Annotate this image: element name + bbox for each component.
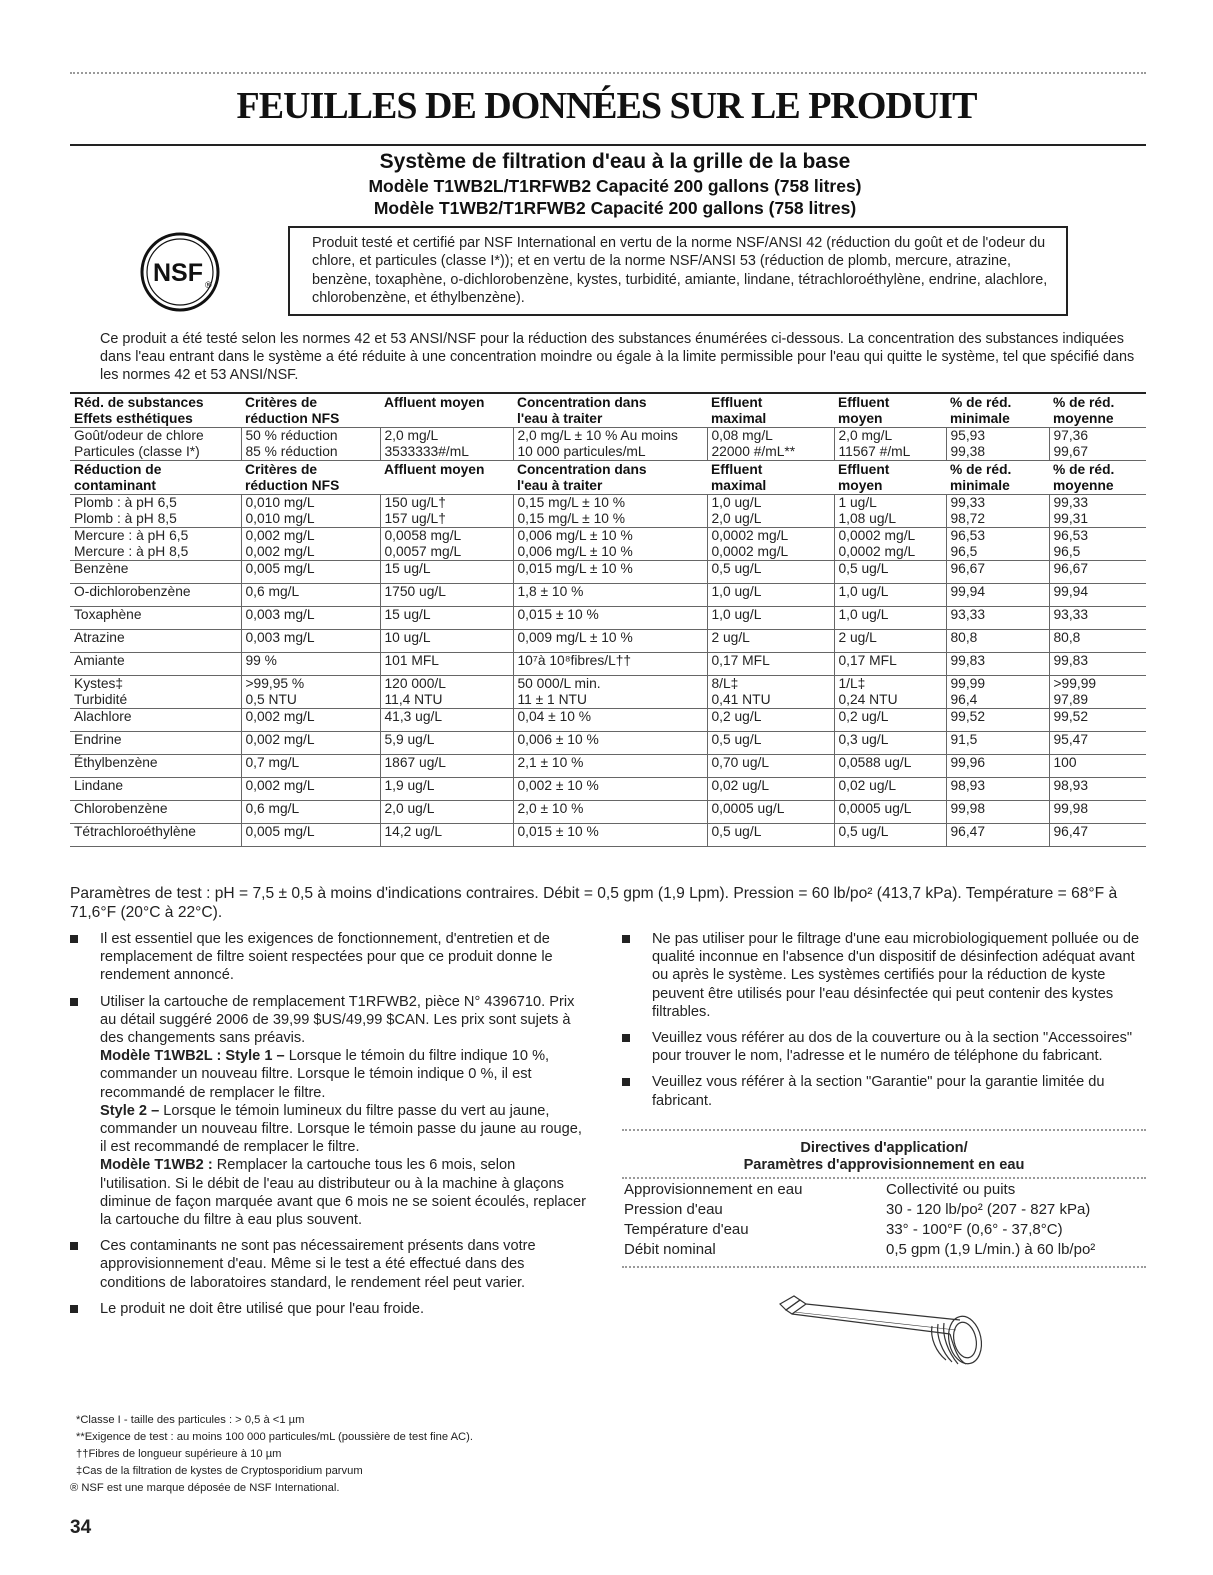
table-cell: 1750 ug/L (380, 584, 513, 607)
column-header: % de réd. minimale (946, 393, 1049, 428)
table-cell: Lindane (70, 778, 241, 801)
title-rule (70, 144, 1146, 146)
table-cell: 0,04 ± 10 % (513, 709, 707, 732)
bullet-icon (70, 1242, 78, 1250)
table-cell: 0,006 ± 10 % (513, 732, 707, 755)
bullet-icon (622, 1078, 630, 1086)
table-cell: 1,0 ug/L (707, 607, 834, 630)
footnote: ® NSF est une marque déposée de NSF International. (70, 1482, 340, 1494)
table-cell: 0,002 mg/L (241, 732, 380, 755)
table-cell: >99,99 97,89 (1049, 676, 1146, 709)
table-cell: 2,0 mg/L 3533333#/mL (380, 428, 513, 461)
table-cell: 2,1 ± 10 % (513, 755, 707, 778)
column-header: Effluent maximal (707, 461, 834, 495)
list-item: Ces contaminants ne sont pas nécessairement présents dans votre approvisionnement d'eau. Même si le test a été effectué dans des conditions de laboratoires standard, le rendement réel peut varier. (70, 1237, 588, 1292)
intro-paragraph: Ce produit a été testé selon les normes 42 et 53 ANSI/NSF pour la réduction des substances énumérées ci-dessous. La concentration des substances indiquées dans l'eau entrant dans le système a été réduite à une concentration moindre ou égale à la limite permissible pour l'eau qui quitte le système, tel que spécifié dans les normes 42 et 53 ANSI/NSF. (100, 331, 1135, 383)
column-header: % de réd. moyenne (1049, 393, 1146, 428)
footnote: ††Fibres de longueur supérieure à 10 µm (76, 1448, 282, 1460)
table-cell: 1 ug/L 1,08 ug/L (834, 495, 946, 528)
left-column (70, 930, 588, 1326)
footnotes (70, 1412, 473, 1497)
table-cell: 99,98 (1049, 801, 1146, 824)
table-cell: 2,0 ug/L (380, 801, 513, 824)
directives-bottom-rule (622, 1266, 1146, 1268)
table-cell: 0,02 ug/L (834, 778, 946, 801)
table-cell: 0,0002 mg/L 0,0002 mg/L (707, 528, 834, 561)
table-cell: 14,2 ug/L (380, 824, 513, 847)
table-row (70, 778, 1146, 801)
table-row (70, 824, 1146, 847)
table-row (70, 755, 1146, 778)
table-cell: 0,005 mg/L (241, 824, 380, 847)
nsf-logo-icon (138, 230, 222, 314)
list-item: Le produit ne doit être utilisé que pour l'eau froide. (70, 1300, 588, 1318)
table-cell: Mercure : à pH 6,5 Mercure : à pH 8,5 (70, 528, 241, 561)
table-cell: 15 ug/L (380, 607, 513, 630)
table-cell: 0,5 ug/L (707, 824, 834, 847)
directives-title-1: Directives d'application/ (800, 1140, 968, 1156)
table-cell: 96,53 96,5 (946, 528, 1049, 561)
table-cell: 0,70 ug/L (707, 755, 834, 778)
table-cell: 93,33 (946, 607, 1049, 630)
table-cell: 80,8 (946, 630, 1049, 653)
table-cell: 1,0 ug/L 2,0 ug/L (707, 495, 834, 528)
table-cell: 98,93 (946, 778, 1049, 801)
table-cell: 100 (1049, 755, 1146, 778)
table-cell: 0,02 ug/L (707, 778, 834, 801)
directive-value: Collectivité ou puits (886, 1181, 1016, 1198)
page-title: FEUILLES DE DONNÉES SUR LE PRODUIT (236, 85, 977, 127)
table-cell: 99,99 96,4 (946, 676, 1049, 709)
list-item: Ne pas utiliser pour le filtrage d'une eau microbiologiquement polluée ou de qualité inconnue en l'absence d'un dispositif de désinfection adéquat avant ou après le système. Les systèmes certifiés pour la réduction de kyste peuvent être utilisés pour l'eau désinfectée qui peut contenir des kystes filtrables. (622, 930, 1146, 1021)
table-cell: 99,94 (946, 584, 1049, 607)
table-cell: Endrine (70, 732, 241, 755)
directive-label: Approvisionnement en eau (624, 1181, 803, 1198)
table-cell: 99,83 (946, 653, 1049, 676)
footnote: ‡Cas de la filtration de kystes de Cryptosporidium parvum (76, 1465, 363, 1477)
table-cell: Éthylbenzène (70, 755, 241, 778)
list-item: Veuillez vous référer à la section "Garantie" pour la garantie limitée du fabricant. (622, 1073, 1146, 1109)
table-row (70, 528, 1146, 561)
section-subtitle: Système de filtration d'eau à la grille de la base (379, 150, 851, 173)
table-cell: 0,0005 ug/L (834, 801, 946, 824)
table-cell: 0,002 mg/L (241, 778, 380, 801)
table-cell: 96,67 (946, 561, 1049, 584)
table-cell: 2,0 mg/L ± 10 % Au moins 10 000 particules/mL (513, 428, 707, 461)
table-cell: 50 % réduction 85 % réduction (241, 428, 380, 461)
table-cell: 0,17 MFL (707, 653, 834, 676)
table-cell: 0,6 mg/L (241, 801, 380, 824)
table-cell: 50 000/L min. 11 ± 1 NTU (513, 676, 707, 709)
model-line-1: Modèle T1WB2L/T1RFWB2 Capacité 200 gallons (758 litres) (368, 176, 862, 196)
table-cell: 95,47 (1049, 732, 1146, 755)
column-header: Affluent moyen (380, 393, 513, 428)
table-cell: 1,0 ug/L (834, 607, 946, 630)
table-row (70, 653, 1146, 676)
table-cell: Amiante (70, 653, 241, 676)
page-number: 34 (70, 1517, 92, 1538)
column-header: Affluent moyen (380, 461, 513, 495)
directives-table (622, 1180, 1146, 1260)
table-cell: 1,0 ug/L (707, 584, 834, 607)
table-row (70, 709, 1146, 732)
table-cell: 96,47 (946, 824, 1049, 847)
column-header: Réd. de substances Effets esthétiques (70, 393, 241, 428)
top-dotted-rule (70, 72, 1146, 74)
bullet-icon (70, 935, 78, 943)
table-cell: 0,015 mg/L ± 10 % (513, 561, 707, 584)
table-cell: 0,015 ± 10 % (513, 824, 707, 847)
table-cell: 99,33 99,31 (1049, 495, 1146, 528)
table-cell: >99,95 % 0,5 NTU (241, 676, 380, 709)
table-cell: 98,93 (1049, 778, 1146, 801)
directives-row (622, 1200, 1146, 1220)
table-cell: 0,009 mg/L ± 10 % (513, 630, 707, 653)
table-cell: 99,94 (1049, 584, 1146, 607)
table-cell: 1/L‡ 0,24 NTU (834, 676, 946, 709)
bullet-icon (70, 1305, 78, 1313)
table-row (70, 801, 1146, 824)
column-header: Concentration dans l'eau à traiter (513, 461, 707, 495)
table-cell: 2 ug/L (834, 630, 946, 653)
column-header: Effluent maximal (707, 393, 834, 428)
table-row (70, 428, 1146, 461)
directives-title-2: Paramètres d'approvisionnement en eau (743, 1157, 1025, 1173)
table-cell: Plomb : à pH 6,5 Plomb : à pH 8,5 (70, 495, 241, 528)
footnote: **Exigence de test : au moins 100 000 particules/mL (poussière de test fine AC). (76, 1431, 473, 1443)
table-cell: 0,2 ug/L (834, 709, 946, 732)
column-header: Effluent moyen (834, 461, 946, 495)
column-header: Concentration dans l'eau à traiter (513, 393, 707, 428)
performance-data-table (70, 392, 1146, 847)
table-row (70, 584, 1146, 607)
table-cell: 0,006 mg/L ± 10 % 0,006 mg/L ± 10 % (513, 528, 707, 561)
svg-text:®: ® (205, 280, 212, 290)
directive-label: Température d'eau (624, 1221, 749, 1238)
table-row (70, 495, 1146, 528)
table-cell: 8/L‡ 0,41 NTU (707, 676, 834, 709)
table-row (70, 561, 1146, 584)
table-cell: 80,8 (1049, 630, 1146, 653)
table-cell: 1,9 ug/L (380, 778, 513, 801)
table-cell: 0,003 mg/L (241, 607, 380, 630)
table-cell: Toxaphène (70, 607, 241, 630)
table-cell: 0,002 ± 10 % (513, 778, 707, 801)
table-cell: 0,15 mg/L ± 10 % 0,15 mg/L ± 10 % (513, 495, 707, 528)
table-cell: 0,6 mg/L (241, 584, 380, 607)
table-cell: 96,67 (1049, 561, 1146, 584)
table-cell: 99 % (241, 653, 380, 676)
table-cell: Atrazine (70, 630, 241, 653)
table-cell: 0,7 mg/L (241, 755, 380, 778)
test-parameters: Paramètres de test : pH = 7,5 ± 0,5 à moins d'indications contraires. Débit = 0,5 gpm (1,9 Lpm). Pression = 60 lb/po² (413,7 kPa). Température = 68°F à 71,6°F (20°C à 22°C). (70, 885, 1118, 921)
directive-label: Débit nominal (624, 1241, 716, 1258)
directives-row (622, 1220, 1146, 1240)
table-cell: 0,5 ug/L (834, 561, 946, 584)
table-cell: O-dichlorobenzène (70, 584, 241, 607)
model-t1wb2-note: Modèle T1WB2 : Remplacer la cartouche tous les 6 mois, selon l'utilisation. Si le débit de l'eau au distributeur ou à la machine à glaçons diminue de façon marquée avant que 6 mois ne se soient écoulés, replacer la cartouche du filtre à eau plus souvent. (100, 1157, 586, 1229)
right-column (622, 930, 1146, 1118)
directive-label: Pression d'eau (624, 1201, 723, 1218)
directives-row (622, 1180, 1146, 1200)
footnote: *Classe I - taille des particules : > 0,5 à <1 µm (76, 1414, 305, 1426)
column-header: % de réd. moyenne (1049, 461, 1146, 495)
style-2-note: Style 2 – Lorsque le témoin lumineux du filtre passe du vert au jaune, commander un nouveau filtre. Lorsque le témoin passe du jaune au rouge, il est recommandé de remplacer le filtre. (100, 1102, 582, 1156)
table-cell: 2 ug/L (707, 630, 834, 653)
table-cell: 10⁷à 10⁸fibres/L†† (513, 653, 707, 676)
table-row (70, 732, 1146, 755)
table-cell: 101 MFL (380, 653, 513, 676)
list-item: Utiliser la cartouche de remplacement T1RFWB2, pièce N° 4396710. Prix au détail suggéré 2006 de 39,99 $US/49,99 $CAN. Les prix sont sujets à des changements sans préavis. Modèle T1WB2L : Style 1 – Lorsque le témoin du filtre indique 10 %, commander un nouveau filtre. Lorsque le témoin indique 0 %, il est recommandé de remplacer le filtre. Style 2 – Lorsque le témoin lumineux du filtre passe du vert au jaune, commander un nouveau filtre. Lorsque le témoin passe du jaune au rouge, il est recommandé de remplacer le filtre. Modèle T1WB2 : Remplacer la cartouche tous les 6 mois, selon l'utilisation. Si le débit de l'eau au distributeur ou à la machine à glaçons diminue de façon marquée avant que 6 mois ne se soient écoulés, replacer la cartouche du filtre à eau plus souvent. (70, 993, 588, 1230)
table-header-row (70, 393, 1146, 428)
column-header: Réduction de contaminant (70, 461, 241, 495)
directives-header-rule (622, 1177, 1146, 1179)
table-cell: 0,002 mg/L 0,002 mg/L (241, 528, 380, 561)
table-cell: 5,9 ug/L (380, 732, 513, 755)
table-cell: Kystes‡ Turbidité (70, 676, 241, 709)
directives-row (622, 1240, 1146, 1260)
table-cell: 15 ug/L (380, 561, 513, 584)
table-cell: 0,0588 ug/L (834, 755, 946, 778)
table-cell: 0,0002 mg/L 0,0002 mg/L (834, 528, 946, 561)
table-cell: Benzène (70, 561, 241, 584)
table-cell: 0,3 ug/L (834, 732, 946, 755)
table-row (70, 630, 1146, 653)
table-cell: Chlorobenzène (70, 801, 241, 824)
nsf-logo-text: NSF (153, 259, 203, 287)
table-cell: 93,33 (1049, 607, 1146, 630)
table-cell: 0,0005 ug/L (707, 801, 834, 824)
table-cell: 120 000/L 11,4 NTU (380, 676, 513, 709)
column-header: Critères de réduction NFS (241, 461, 380, 495)
bullet-icon (622, 1034, 630, 1042)
table-cell: 99,52 (1049, 709, 1146, 732)
table-cell: 99,33 98,72 (946, 495, 1049, 528)
table-cell: 10 ug/L (380, 630, 513, 653)
table-cell: 2,0 mg/L 11567 #/mL (834, 428, 946, 461)
bullet-icon (70, 998, 78, 1006)
bullet-icon (622, 935, 630, 943)
table-cell: 0,5 ug/L (834, 824, 946, 847)
table-cell: 41,3 ug/L (380, 709, 513, 732)
column-header: % de réd. minimale (946, 461, 1049, 495)
table-cell: 1,0 ug/L (834, 584, 946, 607)
table-cell: 1867 ug/L (380, 755, 513, 778)
table-cell: 0,005 mg/L (241, 561, 380, 584)
table-row (70, 676, 1146, 709)
table-cell: 2,0 ± 10 % (513, 801, 707, 824)
certification-box: Produit testé et certifié par NSF International en vertu de la norme NSF/ANSI 42 (réduction du goût et de l'odeur du chlore, et particules (classe I*)); et en vertu de la norme NSF/ANSI 53 (réduction de plomb, mercure, atrazine, benzène, toxaphène, o-dichlorobenzène, kystes, turbidité, amiante, lindane, tétrachloroéthylène, endrine, alachlore, chlorobenzène, et éthylbenzène). (288, 226, 1068, 316)
directives-top-rule (622, 1129, 1146, 1131)
table-header-row (70, 461, 1146, 495)
table-cell: Alachlore (70, 709, 241, 732)
table-cell: 0,015 ± 10 % (513, 607, 707, 630)
list-item: Il est essentiel que les exigences de fonctionnement, d'entretien et de remplacement de filtre soient respectées pour que ce produit donne le rendement annoncé. (70, 930, 588, 985)
table-cell: 99,98 (946, 801, 1049, 824)
table-cell: 0,5 ug/L (707, 732, 834, 755)
table-cell: 0,0058 mg/L 0,0057 mg/L (380, 528, 513, 561)
table-row (70, 607, 1146, 630)
column-header: Critères de réduction NFS (241, 393, 380, 428)
model-t1wb2l-note: Modèle T1WB2L : Style 1 – Lorsque le témoin du filtre indique 10 %, commander un nouveau filtre. Lorsque le témoin indique 0 %, il est recommandé de remplacer le filtre. (100, 1048, 550, 1101)
table-cell: Goût/odeur de chlore Particules (classe I*) (70, 428, 241, 461)
table-cell: 96,53 96,5 (1049, 528, 1146, 561)
table-cell: 1,8 ± 10 % (513, 584, 707, 607)
list-item: Veuillez vous référer au dos de la couverture ou à la section "Accessoires" pour trouver le nom, l'adresse et le numéro de téléphone du fabricant. (622, 1029, 1146, 1065)
table-cell: 99,83 (1049, 653, 1146, 676)
directive-value: 30 - 120 lb/po² (207 - 827 kPa) (886, 1201, 1091, 1218)
table-cell: 0,2 ug/L (707, 709, 834, 732)
table-cell: 99,96 (946, 755, 1049, 778)
water-filter-cartridge-illustration (760, 1290, 990, 1370)
table-cell: 0,003 mg/L (241, 630, 380, 653)
table-cell: 99,52 (946, 709, 1049, 732)
table-cell: 0,5 ug/L (707, 561, 834, 584)
table-cell: Tétrachloroéthylène (70, 824, 241, 847)
table-cell: 91,5 (946, 732, 1049, 755)
table-cell: 97,36 99,67 (1049, 428, 1146, 461)
table-cell: 96,47 (1049, 824, 1146, 847)
directive-value: 0,5 gpm (1,9 L/min.) à 60 lb/po² (886, 1241, 1096, 1258)
table-cell: 0,002 mg/L (241, 709, 380, 732)
table-cell: 95,93 99,38 (946, 428, 1049, 461)
table-cell: 150 ug/L† 157 ug/L† (380, 495, 513, 528)
table-cell: 0,08 mg/L 22000 #/mL** (707, 428, 834, 461)
table-cell: 0,17 MFL (834, 653, 946, 676)
column-header: Effluent moyen (834, 393, 946, 428)
application-directives (622, 1140, 1146, 1260)
table-cell: 0,010 mg/L 0,010 mg/L (241, 495, 380, 528)
directive-value: 33° - 100°F (0,6° - 37,8°C) (886, 1221, 1063, 1238)
model-line-2: Modèle T1WB2/T1RFWB2 Capacité 200 gallons (758 litres) (373, 198, 857, 218)
